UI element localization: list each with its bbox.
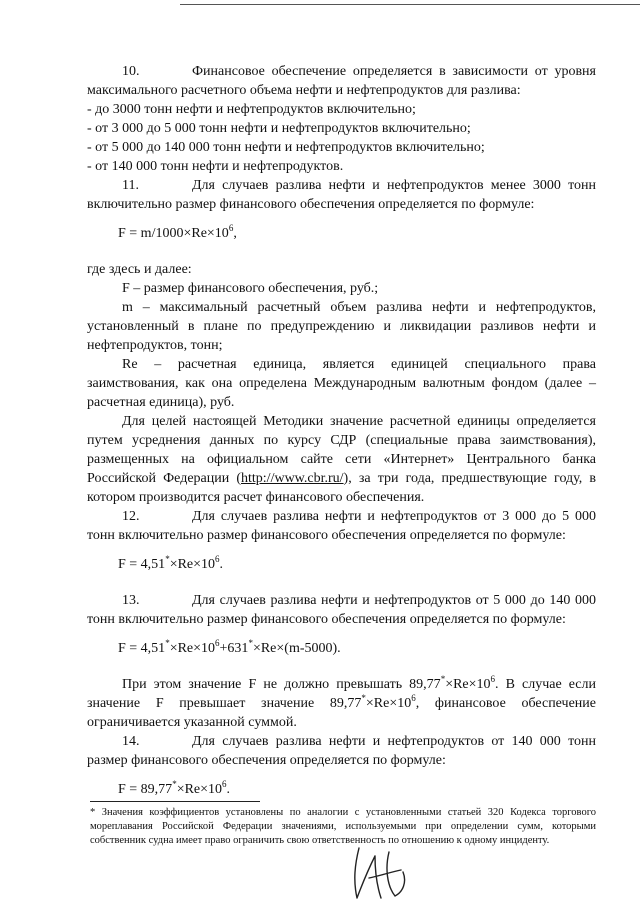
cbr-link[interactable]: http://www.cbr.ru/ <box>241 471 344 486</box>
paragraph-text: Финансовое обеспечение определяется в зависимости от уровня максимального расчетного объема нефти и нефтепродуктов для разлива: <box>87 64 596 98</box>
formula-14: $F = 89,77^*\times Re\times 10^6$. <box>118 779 231 797</box>
paragraph-10 <box>87 62 596 100</box>
definition-f: F – размер финансового обеспечения, руб.; <box>122 281 379 296</box>
footnote-divider <box>90 801 260 802</box>
where-label: где здесь и далее: <box>87 262 192 277</box>
definition-re: Re – расчетная единица, является единицей специального права заимствования, как она определена Международным валютным фондом (далее – расчетная единица), руб. <box>87 357 596 410</box>
method-paragraph: Для целей настоящей Методики значение расчетной единицы определяется путем усреднения данных по курсу СДР (специальные права заимствования), размещенных на официальном сайте сети «Интернет» Центрального банка Российской Федерации (http://www.cbr.ru/), за три года, предшествующие году, в котором производится расчет финансового обеспечения. <box>87 414 596 505</box>
paragraph-number: 13. <box>122 593 140 608</box>
paragraph-text: Для случаев разлива нефти и нефтепродуктов от 140 000 тонн размер финансового обеспечения определяется по формуле: <box>87 734 596 768</box>
paragraph-number: 12. <box>122 509 140 524</box>
paragraph-number: 10. <box>122 64 140 79</box>
formula-11: $F = m/1000\times Re\times 10^6$, <box>118 223 237 241</box>
footnote: * Значения коэффициентов установлены по аналогии с установленными статьей 320 Кодекса торгового мореплавания Российской Федерации значениями, используемыми при определении сумм, которыми собственник судна имеет право ограничить свою ответственность по отношению к одному инциденту. <box>90 807 596 846</box>
definition-m: m – максимальный расчетный объем разлива нефти и нефтепродуктов, установленный в плане по предупреждению и ликвидации разливов нефти и нефтепродуктов, тонн; <box>87 300 596 353</box>
paragraph-13 <box>87 591 596 629</box>
list-item: - от 3 000 до 5 000 тонн нефти и нефтепродуктов включительно; <box>87 121 471 136</box>
paragraph-number: 11. <box>122 178 139 193</box>
list-item: - до 3000 тонн нефти и нефтепродуктов включительно; <box>87 102 416 117</box>
document-page <box>87 62 596 799</box>
limit-note: При этом значение F не должно превышать $89,77^*\times Re\times 10^6$. В случае если значение F превышает значение $89,77^*\times Re\times 10^6$, финансовое обеспечение ограничивается указанной суммой. <box>87 674 597 730</box>
formula-13: $F = 4,51^*\times Re\times 10^6+631^*\times Re\times(m-5000)$. <box>118 638 341 656</box>
paragraph-12 <box>87 507 596 545</box>
paragraph-11 <box>87 176 596 214</box>
list-item: - от 5 000 до 140 000 тонн нефти и нефтепродуктов включительно; <box>87 140 485 155</box>
paragraph-number: 14. <box>122 734 140 749</box>
formula-12: $F = 4,51^*\times Re\times 10^6$. <box>118 554 224 572</box>
top-border-line <box>180 4 640 5</box>
paragraph-text: Для случаев разлива нефти и нефтепродуктов от 5 000 до 140 000 тонн включительно размер финансового обеспечения определяется по формуле: <box>87 593 596 627</box>
signature-mark <box>345 842 415 902</box>
paragraph-text: Для случаев разлива нефти и нефтепродуктов от 3 000 до 5 000 тонн включительно размер финансового обеспечения определяется по формуле: <box>87 509 596 543</box>
list-item: - от 140 000 тонн нефти и нефтепродуктов. <box>87 159 344 174</box>
paragraph-14 <box>87 732 596 770</box>
paragraph-text: Для случаев разлива нефти и нефтепродуктов менее 3000 тонн включительно размер финансового обеспечения определяется по формуле: <box>87 178 596 212</box>
